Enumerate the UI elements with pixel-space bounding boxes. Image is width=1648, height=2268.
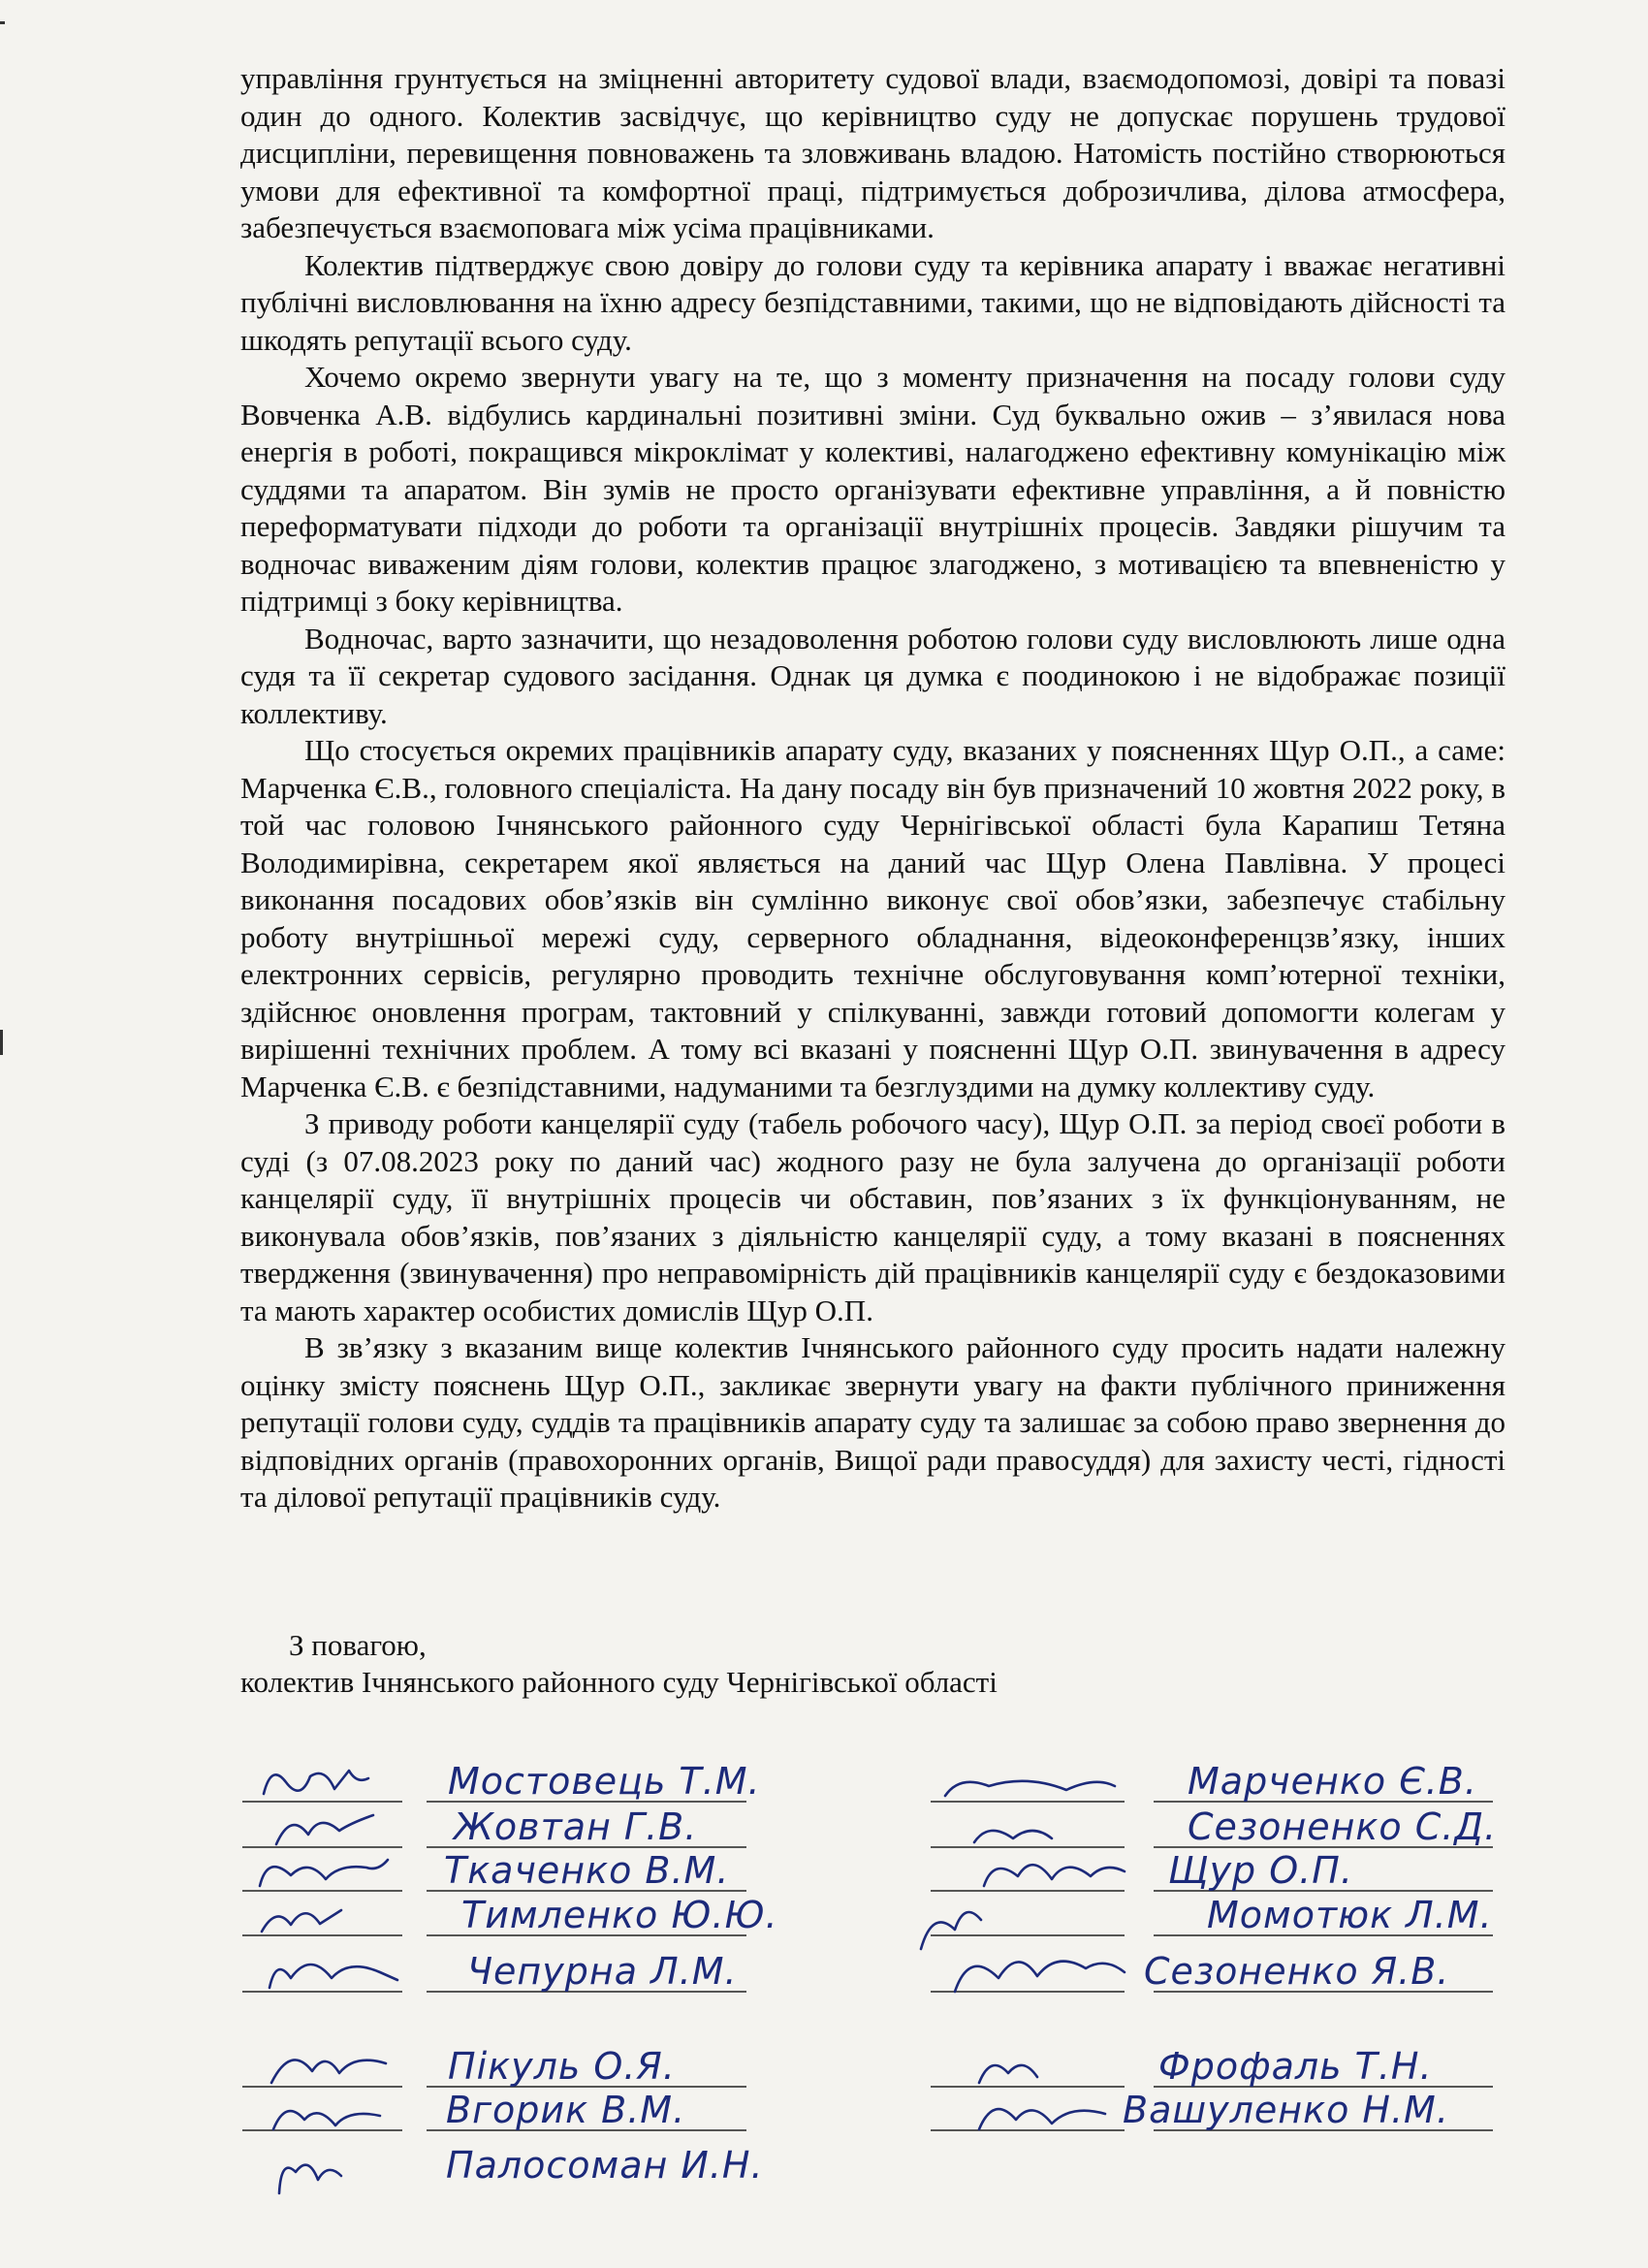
signatory-name: Палосоман И.Н. [446,2144,764,2187]
paragraph: Водночас, варто зазначити, що незадоволення роботою голови суду висловлюють лише одна судя та її секретар судового засідання. Однак ця думка є поодинокою і не відображає позиції коллективу. [240,621,1505,730]
closing-greeting: З повагою, [289,1628,427,1662]
signature-scrawl [279,2165,341,2193]
right-signature-names [1123,1760,1497,2131]
signature-scrawl [271,2060,386,2083]
paragraph: Хочемо окремо звернути увагу на те, що з моменту призначення на посаду голови суду Вовченка А.В. відбулись кардинальні позитивні зміни. Суд буквально ожив – з’явилася нова енергія в роботі, покращився мікроклімат у колективі, налагоджено ефективну комунікацію між суддями та апаратом. Він зумів не просто організувати ефективне управління, а й повністю переформатувати підходи до роботи та організації внутрішніх процесів. Завдяки рішучим та водночас виваженим діям голови, колектив працює злагоджено, з мотивацією та впевненістю у підтримці з боку керівництва. [240,360,1505,618]
signature-scrawl [921,1912,981,1949]
signature-scrawl [269,1965,397,1988]
paragraph: З приводу роботи канцелярії суду (табель робочого часу), Щур О.П. за період своєї роботи в суді (з 07.08.2023 року по даний час) жодного разу не була залучена до організації роботи канцелярії суду, її внутрішніх процесів чи обставин, пов’язаних з їх функціонуванням, не виконувала обов’язків, пов’язаних з діяльністю канцелярії суду, а тому вказані в поясненнях твердження (звинувачення) про неправомірність дій працівників канцелярії суду є бездоказовими та мають характер особистих домислів Щур О.П. [240,1106,1505,1327]
signatory-name: Вгорик В.М. [446,2089,686,2131]
signature-scrawl [955,1962,1125,1992]
signatory-name: Марченко Є.В. [1188,1760,1477,1803]
signatory-name: Тимленко Ю.Ю. [461,1894,778,1936]
signatory-name: Щур О.П. [1168,1849,1353,1892]
signature-scrawl [273,2111,380,2129]
right-signature-scrawls [921,1781,1125,2129]
signature-scrawl [262,1910,341,1932]
signature-scrawl [276,1815,373,1844]
signatory-name: Жовтан Г.В. [454,1805,698,1848]
signature-scrawl [260,1860,388,1886]
paragraph: Що стосується окремих працівників апарату суду, вказаних у поясненнях Щур О.П., а саме: Марченка Є.В., головного спеціаліста. На дану посаду він був призначений 10 жовтня 2022 року, в той час головою Ічнянського районного суду Чернігівської області була Карапиш Тетяна Володимирівна, секретарем якої являється на даний час Щур Олена Павлівна. У процесі виконання посадових обов’язків він сумлінно виконує свої обов’язки, забезпечує стабільну роботу внутрішньої мережі суду, серверного обладнання, відеоконференцзв’язку, інших електронних сервісів, регулярно проводить технічне обслуговування комп’ютерної техніки, здійснює оновлення програм, тактовний у спілкуванні, завжди готовий допомогти колегам у вирішенні технічних проблем. А тому всі вказані у поясненні Щур О.П. звинувачення в адресу Марченка Є.В. є безпідставними, надуманими та безглуздими на думку коллективу суду. [240,733,1505,1103]
signatory-name: Чепурна Л.М. [467,1950,738,1993]
signatory-name: Сезоненко С.Д. [1188,1805,1498,1848]
signature-scrawl [984,1865,1125,1886]
signature-scrawl [974,1831,1052,1842]
signatory-name: Мостовець Т.М. [448,1760,761,1803]
signature-scrawl [264,1771,368,1794]
left-signature-names [444,1760,778,2187]
signature-scrawl [979,2109,1105,2129]
signatory-name: Пікуль О.Я. [448,2045,676,2088]
closing-signatory: колектив Ічнянського районного суду Чернігівської області [240,1665,998,1699]
signatory-name: Сезоненко Я.В. [1144,1950,1450,1993]
signatory-name: Вашуленко Н.М. [1123,2089,1449,2131]
paragraph: В зв’язку з вказаним вище колектив Ічнянського районного суду просить надати належну оцінку змісту пояснень Щур О.П., закликає звернути увагу на факти публічного приниження репутації голови суду, суддів та працівників апарату суду та залишає за собою право звернення до відповідних органів (правохоронних органів, Вищої ради правосуддя) для захисту честі, гідності та ділової репутації працівників суду. [240,1330,1505,1514]
paragraph: Колектив підтверджує свою довіру до голови суду та керівника апарату і вважає негативні публічні висловлювання на їхню адресу безпідставними, такими, що не відповідають дійсності та шкодять репутації всього суду. [240,247,1505,357]
signatory-name: Ткаченко В.М. [444,1849,730,1892]
signatory-name: Момотюк Л.М. [1207,1894,1493,1936]
signature-scrawl [979,2065,1037,2083]
signatory-name: Фрофаль Т.Н. [1158,2045,1433,2088]
signature-scrawl [945,1781,1115,1796]
paragraph: управління грунтується на зміцненні авторитету судової влади, взаємодопомозі, довірі та повазі один до одного. Колектив засвідчує, що керівництво суду не допускає порушень трудової дисципліни, перевищення повноважень та зловживань владою. Натомість постійно створюються умови для ефективної та комфортної праці, підтримується доброзичлива, ділова атмосфера, забезпечується взаємоповага між усіма працівниками. [240,61,1505,244]
